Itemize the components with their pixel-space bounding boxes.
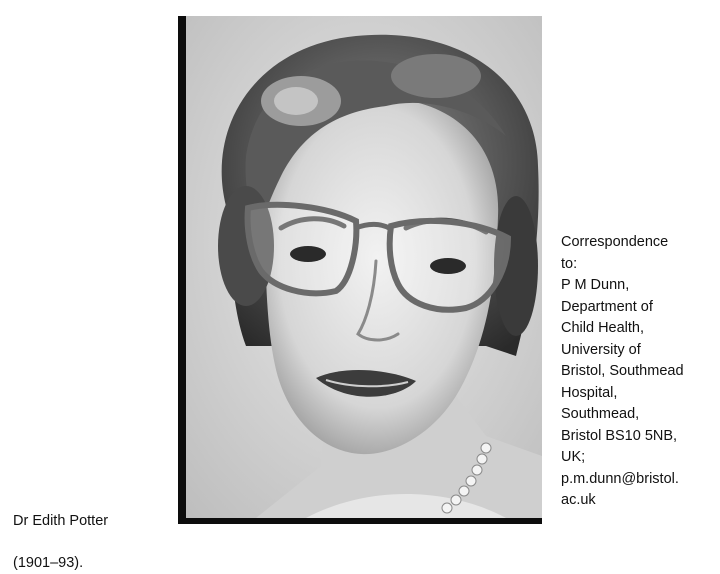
correspondence-line: UK; [561, 449, 586, 465]
correspondence-line: P M Dunn, [561, 277, 630, 293]
correspondence-line: University of [561, 341, 641, 358]
correspondence-line: Bristol, Southmead [561, 363, 684, 379]
email-text: ac.uk [561, 492, 596, 508]
correspondence-line: Department of [561, 298, 653, 315]
correspondence-line: Hospital, [561, 384, 618, 401]
photo-caption [13, 490, 163, 574]
caption-years: (1901–93). [13, 555, 84, 571]
correspondence-line: Child Health, [561, 320, 645, 336]
correspondence-line: to: [561, 255, 578, 272]
correspondence-block [561, 232, 711, 512]
email-text: p.m.dunn@bristol. [561, 470, 679, 487]
portrait-illustration [186, 16, 542, 518]
correspondence-line: Bristol BS10 5NB, [561, 427, 678, 444]
correspondence-line: Correspondence [561, 234, 669, 250]
caption-name: Dr Edith Potter [13, 513, 109, 529]
portrait-frame [178, 16, 542, 524]
portrait-photo [186, 16, 542, 518]
correspondence-line: Southmead, [561, 406, 640, 422]
